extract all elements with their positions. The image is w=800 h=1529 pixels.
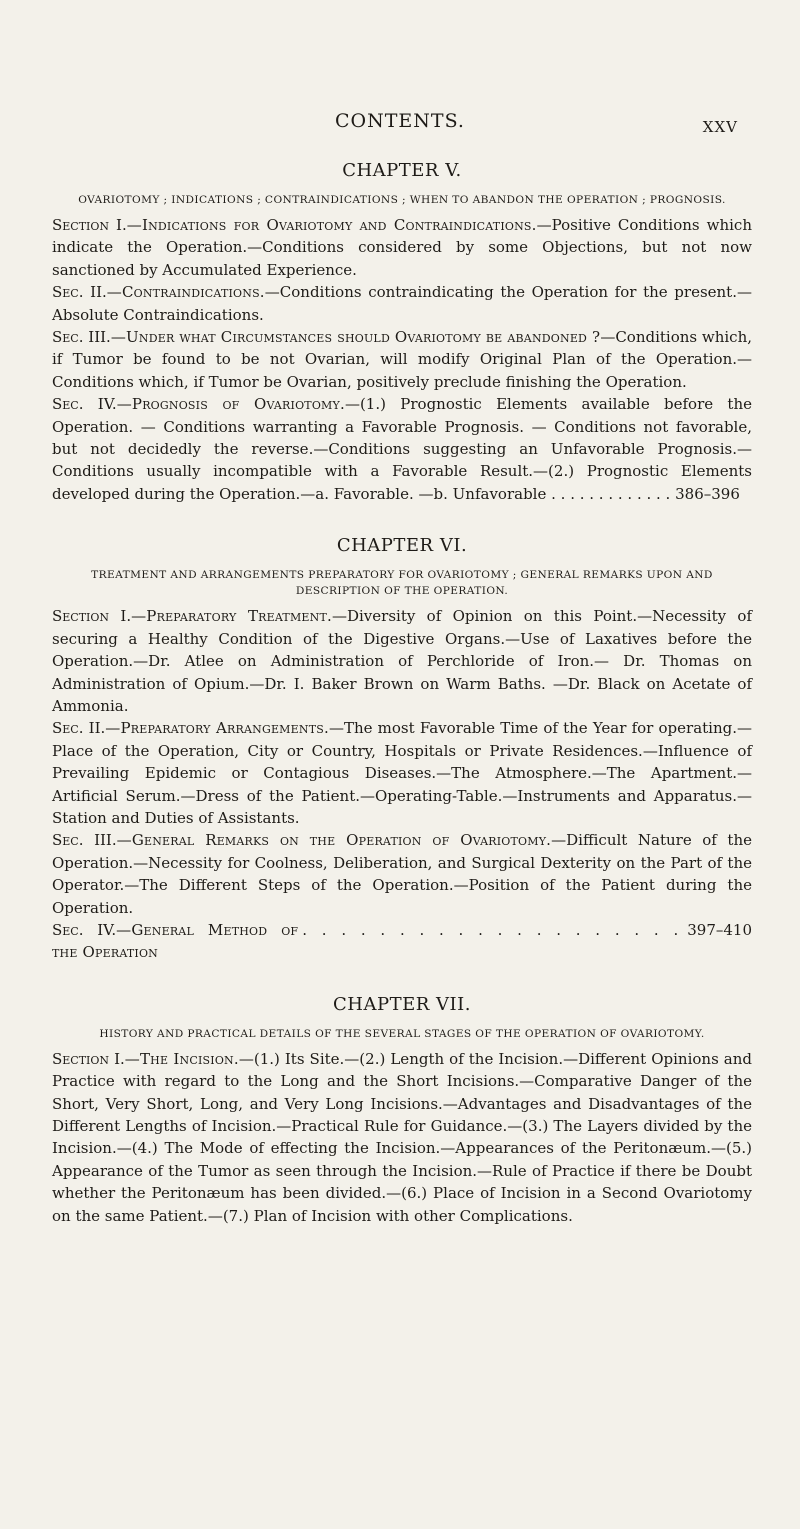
section-entry bbox=[52, 829, 752, 919]
section-label: Sec. II. bbox=[52, 719, 106, 738]
section-title: —General Method of the Operation bbox=[52, 920, 299, 962]
section-body: —The most Favorable Time of the Year for operating.—Place of the Operation, City or Country, Hospitals or Private Residences.—Influence of Prevailing Epidemic or Contagious Diseases.—The Atmosphere.—The Apartment.—Artificial Serum.—Dress of the Patient.—Operating-Table.—Instruments and Apparatus.—Station and Duties of Assistants. bbox=[52, 719, 752, 827]
leader-dots: . . . . . . . . . . . . . bbox=[546, 484, 676, 503]
section-label: Sec. II. bbox=[52, 283, 107, 302]
section-entry bbox=[52, 326, 752, 393]
chapter-6 bbox=[52, 535, 752, 964]
chapter-7 bbox=[52, 994, 752, 1227]
chapter-subtitle: TREATMENT AND ARRANGEMENTS PREPARATORY FOR OVARIOTOMY ; GENERAL REMARKS UPON AND DESCRIPTION OF THE OPERATION. bbox=[91, 569, 713, 598]
chapter-title: CHAPTER V. bbox=[342, 160, 462, 181]
section-body: —Difficult Nature of the Operation.—Necessity for Coolness, Deliberation, and Surgical Dexterity on the Part of the Operator.—The Different Steps of the Operation.—Position of the Patient during the Operation. bbox=[52, 831, 752, 917]
leader-dots: . . . . . . . . . . . . . . . . . . . . bbox=[302, 920, 684, 939]
section-label: Sec. III. bbox=[52, 328, 111, 347]
section-title: —General Remarks on the Operation of Ovariotomy. bbox=[116, 831, 552, 850]
section-title: —Indications for Ovariotomy and Contraindications. bbox=[126, 216, 537, 234]
section-entry bbox=[52, 1048, 752, 1227]
chapter-subtitle: OVARIOTOMY ; INDICATIONS ; CONTRAINDICATIONS ; WHEN TO ABANDON THE OPERATION ; PROGNOSIS. bbox=[78, 194, 726, 206]
chapter-subtitle: HISTORY AND PRACTICAL DETAILS OF THE SEVERAL STAGES OF THE OPERATION OF OVARIOTOMY. bbox=[99, 1027, 705, 1040]
section-title: —Contraindications. bbox=[106, 283, 265, 302]
section-title: —Preparatory Arrangements. bbox=[105, 719, 329, 738]
chapter-title: CHAPTER VII. bbox=[333, 993, 471, 1015]
section-entry bbox=[52, 214, 752, 281]
chapter-5 bbox=[52, 160, 752, 505]
section-title: —Prognosis of Ovariotomy. bbox=[116, 395, 345, 414]
section-body: —(1.) Prognostic Elements available before the Operation. — Conditions warranting a Favorable Prognosis. — Conditions not favorable, but not decidedly the reverse.—Conditions suggesting an Unfavorable Prognosis.—Conditions usually incompatible with a Favorable Result.—(2.) Prognostic Elements developed during the Operation.—a. Favorable. —b. Unfavorable bbox=[52, 395, 752, 503]
section-body: —Conditions which, if Tumor be found to be not Ovarian, will modify Original Plan of the Operation.—Conditions which, if Tumor be Ovarian, positively preclude finishing the Operation. bbox=[52, 328, 753, 391]
section-body: —Diversity of Opinion on this Point.—Necessity of securing a Healthy Condition of the Digestive Organs.—Use of Laxatives before the Operation.—Dr. Atlee on Administration of Perchloride of Iron.— Dr. Thomas on Administration of Opium.—Dr. I. Baker Brown on Warm Baths. —Dr. Black on Acetate of Ammonia. bbox=[52, 607, 752, 715]
page-number: XXV bbox=[702, 118, 738, 136]
page-range: 397–410 bbox=[687, 920, 752, 939]
section-label: Section I. bbox=[52, 607, 132, 626]
section-title: —Preparatory Treatment. bbox=[131, 607, 332, 626]
section-label: Section I. bbox=[52, 216, 127, 234]
contents-body bbox=[52, 160, 752, 1227]
section-body: —(1.) Its Site.—(2.) Length of the Incision.—Different Opinions and Practice with regard to the Long and the Short Incisions.—Comparative Danger of the Short, Very Short, Long, and Very Long Incisions.—Advantages and Disadvantages of the Different Lengths of Incision.—Practical Rule for Guidance.—(3.) The Layers divided by the Incision.—(4.) The Mode of effecting the Incision.—Appearances of the Peritonæum.—(5.) Appearance of the Tumor as seen through the Incision.—Rule of Practice if there be Doubt whether the Peritonæum has been divided.—(6.) Place of Incision in a Second Ovariotomy on the same Patient.—(7.) Plan of Incision with other Complications. bbox=[52, 1049, 752, 1225]
section-entry bbox=[52, 281, 752, 326]
section-title: —The Incision. bbox=[124, 1049, 239, 1068]
section-body: —Conditions contraindicating the Operation for the present.—Absolute Contraindications. bbox=[52, 283, 752, 324]
section-label: Sec. III. bbox=[52, 831, 117, 850]
section-label: Sec. IV. bbox=[52, 395, 117, 414]
section-label: Section I. bbox=[52, 1049, 125, 1068]
section-entry bbox=[52, 393, 752, 505]
running-head bbox=[0, 102, 800, 136]
section-body: —Positive Conditions which indicate the Operation.—Conditions considered by some Objections, but not now sanctioned by Accumulated Experience. bbox=[52, 216, 752, 279]
section-entry bbox=[52, 717, 752, 829]
section-label: Sec. IV. bbox=[52, 920, 117, 939]
section-entry bbox=[52, 605, 752, 717]
section-entry bbox=[52, 919, 752, 964]
running-title: CONTENTS. bbox=[335, 110, 465, 132]
section-title: —Under what Circumstances should Ovariotomy be abandoned ? bbox=[110, 328, 601, 347]
chapter-title: CHAPTER VI. bbox=[336, 535, 468, 557]
page-range: 386–396 bbox=[675, 484, 740, 503]
